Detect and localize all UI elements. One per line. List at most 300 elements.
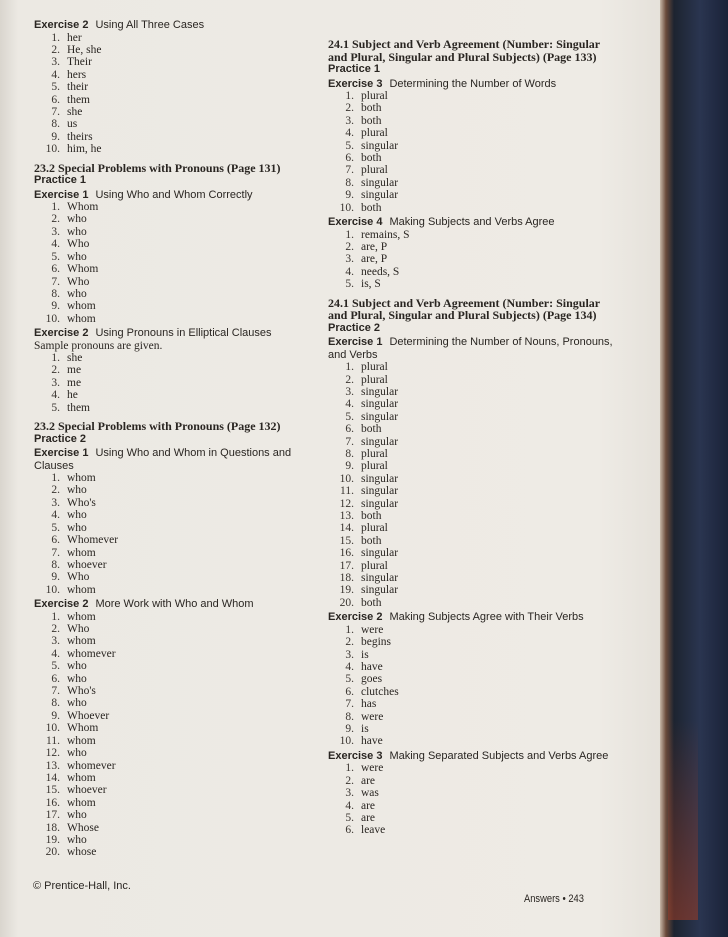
exercise-title: More Work with Who and Whom bbox=[95, 598, 254, 611]
answer-text: who bbox=[67, 509, 87, 522]
exercise-title: Using All Three Cases bbox=[95, 19, 205, 31]
answer-text: is bbox=[361, 648, 369, 661]
practice-label: Practice 2 bbox=[328, 321, 380, 334]
answer-item bbox=[328, 686, 616, 698]
answer-number: 12. bbox=[45, 747, 60, 760]
answer-number: 6. bbox=[51, 263, 60, 276]
answer-number: 1. bbox=[51, 31, 60, 44]
answer-number: 16. bbox=[339, 547, 354, 560]
answer-item bbox=[328, 547, 616, 559]
answer-number: 5. bbox=[51, 250, 60, 263]
answer-item bbox=[34, 584, 312, 596]
answer-text: singular bbox=[361, 485, 399, 498]
answer-number: 5. bbox=[51, 81, 60, 94]
answer-text: whomever bbox=[67, 647, 116, 660]
answer-number: 6. bbox=[345, 423, 354, 436]
answer-text: he bbox=[67, 389, 78, 402]
answer-item bbox=[34, 685, 312, 697]
answer-item bbox=[328, 812, 616, 824]
answer-text: hers bbox=[67, 68, 87, 81]
answer-text: singular bbox=[361, 189, 399, 202]
answer-number: 4. bbox=[345, 660, 354, 673]
answer-number: 14. bbox=[339, 522, 354, 535]
answer-item bbox=[34, 673, 312, 685]
answer-text: whom bbox=[67, 635, 96, 648]
answer-number: 4. bbox=[345, 265, 354, 278]
answer-number: 1. bbox=[345, 228, 354, 241]
answer-item bbox=[328, 723, 616, 735]
answer-number: 4. bbox=[51, 647, 60, 660]
answer-number: 3. bbox=[345, 385, 354, 398]
answer-number: 4. bbox=[345, 799, 354, 812]
answer-item bbox=[328, 498, 616, 510]
answer-number: 1. bbox=[51, 472, 60, 485]
answer-number: 4. bbox=[345, 398, 354, 411]
answer-number: 15. bbox=[45, 784, 60, 797]
exercise-heading bbox=[34, 327, 312, 340]
answer-text: whom bbox=[67, 771, 96, 784]
answer-number: 10. bbox=[45, 312, 60, 325]
answer-text: goes bbox=[361, 673, 383, 686]
answer-text: plural bbox=[361, 164, 388, 177]
exercise-title: Determining the Number of Nouns, Pronouns, and Verbs bbox=[328, 336, 613, 361]
answer-text: leave bbox=[361, 824, 386, 837]
answer-item bbox=[328, 624, 616, 636]
answer-text: who bbox=[67, 521, 87, 534]
answer-text: who bbox=[67, 660, 87, 673]
answer-text: was bbox=[361, 787, 379, 800]
exercise-number: Exercise 2 bbox=[34, 327, 89, 340]
answer-item bbox=[34, 697, 312, 709]
answer-text: who bbox=[67, 697, 87, 710]
answer-text: are bbox=[361, 774, 376, 787]
answer-item bbox=[34, 846, 312, 858]
answer-text: were bbox=[361, 710, 384, 723]
exercise-title: Using Who and Whom in Questions and Clauses bbox=[34, 447, 292, 472]
answer-item bbox=[34, 143, 312, 155]
answer-item bbox=[328, 673, 616, 685]
exercise-heading bbox=[34, 447, 312, 472]
answer-item bbox=[328, 649, 616, 661]
answer-item bbox=[328, 762, 616, 774]
answer-number: 9. bbox=[345, 722, 354, 735]
exercise-number: Exercise 4 bbox=[328, 216, 383, 229]
answer-text: Whom bbox=[67, 263, 99, 276]
answer-item bbox=[328, 241, 616, 253]
answer-number: 20. bbox=[339, 596, 354, 609]
answer-text: who bbox=[67, 225, 87, 238]
right-column bbox=[328, 32, 616, 837]
answer-item bbox=[34, 56, 312, 68]
answer-number: 9. bbox=[51, 130, 60, 143]
exercise-title: Making Subjects Agree with Their Verbs bbox=[389, 611, 584, 624]
answer-text: Whom bbox=[67, 722, 99, 735]
answer-item bbox=[34, 797, 312, 809]
answer-number: 4. bbox=[51, 238, 60, 251]
answer-text: plural bbox=[361, 522, 388, 535]
page-number: Answers • 243 bbox=[524, 893, 584, 905]
answer-text: plural bbox=[361, 373, 388, 386]
answer-text: singular bbox=[361, 398, 399, 411]
answer-number: 9. bbox=[51, 709, 60, 722]
section-heading: 24.1 Subject and Verb Agreement (Number: Singular and Plural, Singular and Plural Subjects) (Page 133) bbox=[328, 37, 600, 64]
answer-number: 13. bbox=[45, 759, 60, 772]
answer-text: singular bbox=[361, 497, 399, 510]
answer-text: plural bbox=[361, 559, 388, 572]
answer-item bbox=[328, 386, 616, 398]
answer-text: who bbox=[67, 833, 87, 846]
answer-number: 3. bbox=[51, 56, 60, 69]
exercise-number: Exercise 1 bbox=[34, 447, 89, 460]
answer-text: Who bbox=[67, 275, 90, 288]
answer-number: 6. bbox=[345, 685, 354, 698]
exercise-number: Exercise 3 bbox=[328, 749, 383, 762]
answer-text: who bbox=[67, 484, 87, 497]
answer-text: whom bbox=[67, 583, 96, 596]
answer-text: whom bbox=[67, 312, 96, 325]
answer-number: 3. bbox=[51, 496, 60, 509]
answer-text: Whoever bbox=[67, 709, 110, 722]
answer-number: 18. bbox=[339, 572, 354, 584]
answer-number: 12. bbox=[339, 497, 354, 510]
exercise-heading bbox=[34, 598, 312, 611]
answer-text: both bbox=[361, 534, 382, 547]
answer-text: both bbox=[361, 152, 382, 165]
answer-number: 9. bbox=[51, 300, 60, 313]
answer-text: were bbox=[361, 623, 384, 636]
answer-number: 10. bbox=[45, 583, 60, 596]
answer-number: 2. bbox=[345, 240, 354, 253]
answer-text: who bbox=[67, 287, 87, 300]
answer-item bbox=[328, 266, 616, 278]
exercise-number: Exercise 2 bbox=[34, 19, 89, 31]
answer-text: both bbox=[361, 114, 382, 127]
answer-text: who bbox=[67, 213, 87, 226]
answer-item bbox=[328, 140, 616, 152]
answer-text: whom bbox=[67, 610, 96, 623]
exercise-title: Making Subjects and Verbs Agree bbox=[389, 216, 555, 229]
answer-text: both bbox=[361, 596, 382, 609]
answer-number: 8. bbox=[51, 697, 60, 710]
answer-number: 3. bbox=[51, 376, 60, 389]
answer-text: were bbox=[361, 762, 384, 775]
answer-text: singular bbox=[361, 572, 399, 584]
answer-number: 6. bbox=[345, 824, 354, 837]
answer-text: Whom bbox=[67, 201, 99, 214]
answer-item bbox=[328, 485, 616, 497]
answer-text: me bbox=[67, 376, 82, 389]
answer-item bbox=[328, 90, 616, 102]
exercise-heading bbox=[328, 336, 616, 361]
section-heading: 23.2 Special Problems with Pronouns (Page 132) bbox=[34, 419, 281, 434]
answer-number: 2. bbox=[345, 102, 354, 115]
answer-text: theirs bbox=[67, 130, 93, 143]
answer-number: 10. bbox=[45, 722, 60, 735]
answer-item bbox=[34, 201, 312, 213]
exercise-number: Exercise 2 bbox=[34, 598, 89, 611]
answer-number: 2. bbox=[345, 636, 354, 649]
answer-text: Whose bbox=[67, 821, 99, 834]
answer-text: plural bbox=[361, 447, 388, 460]
answer-item bbox=[34, 660, 312, 672]
answer-number: 10. bbox=[339, 472, 354, 485]
answer-text: she bbox=[67, 352, 83, 365]
answer-text: who bbox=[67, 672, 87, 685]
answer-text: singular bbox=[361, 410, 399, 423]
answer-text: them bbox=[67, 401, 90, 414]
exercise-number: Exercise 1 bbox=[34, 188, 89, 201]
answer-item bbox=[328, 522, 616, 534]
answer-item bbox=[34, 300, 312, 312]
answer-text: Who bbox=[67, 571, 90, 584]
answer-number: 2. bbox=[51, 43, 60, 56]
answer-item bbox=[328, 152, 616, 164]
answer-item bbox=[34, 809, 312, 821]
answer-text: who bbox=[67, 747, 87, 760]
answer-number: 3. bbox=[345, 648, 354, 661]
answer-number: 2. bbox=[51, 484, 60, 497]
answer-item bbox=[34, 722, 312, 734]
answer-text: Whomever bbox=[67, 534, 119, 547]
answer-number: 7. bbox=[51, 685, 60, 698]
section-heading: 24.1 Subject and Verb Agreement (Number: Singular and Plural, Singular and Plural Subjects) (Page 134) bbox=[328, 295, 600, 323]
answer-item bbox=[34, 118, 312, 130]
answer-item bbox=[34, 288, 312, 300]
answer-item bbox=[34, 226, 312, 238]
answer-item bbox=[328, 711, 616, 723]
answer-number: 7. bbox=[345, 435, 354, 448]
answer-text: whomever bbox=[67, 759, 116, 772]
answer-number: 2. bbox=[51, 623, 60, 636]
answer-text: whom bbox=[67, 734, 96, 747]
answer-text: singular bbox=[361, 435, 399, 448]
exercise-note: Sample pronouns are given. bbox=[34, 339, 163, 352]
answer-number: 17. bbox=[339, 559, 354, 572]
answer-item bbox=[34, 611, 312, 623]
exercise-title: Using Who and Whom Correctly bbox=[95, 188, 253, 201]
answer-text: He, she bbox=[67, 43, 102, 56]
answer-item bbox=[34, 352, 312, 364]
answer-item bbox=[34, 213, 312, 225]
answer-item bbox=[328, 735, 616, 747]
answer-text: Who bbox=[67, 238, 90, 251]
answer-number: 1. bbox=[345, 762, 354, 775]
answer-item bbox=[328, 436, 616, 448]
answer-number: 3. bbox=[345, 114, 354, 127]
answer-item bbox=[34, 472, 312, 484]
answer-number: 13. bbox=[339, 509, 354, 522]
answer-text: singular bbox=[361, 547, 399, 560]
answer-text: is, S bbox=[361, 278, 381, 291]
answer-number: 6. bbox=[51, 534, 60, 547]
answer-item bbox=[34, 735, 312, 747]
answer-number: 19. bbox=[339, 584, 354, 597]
answer-item bbox=[34, 238, 312, 250]
answer-text: whom bbox=[67, 546, 96, 559]
answer-number: 7. bbox=[51, 275, 60, 288]
answer-item bbox=[328, 127, 616, 139]
answer-item bbox=[34, 822, 312, 834]
answer-item bbox=[328, 473, 616, 485]
answer-number: 15. bbox=[339, 534, 354, 547]
answer-number: 5. bbox=[345, 278, 354, 291]
answer-item bbox=[34, 276, 312, 288]
answer-number: 14. bbox=[45, 771, 60, 784]
exercise-title: Using Pronouns in Elliptical Clauses bbox=[95, 327, 272, 340]
section-heading: 23.2 Special Problems with Pronouns (Page 131) bbox=[34, 160, 281, 175]
answer-item bbox=[328, 374, 616, 386]
answer-item bbox=[328, 775, 616, 787]
answer-number: 9. bbox=[51, 571, 60, 584]
answer-item bbox=[328, 560, 616, 572]
exercise-number: Exercise 2 bbox=[328, 611, 383, 624]
answer-text: plural bbox=[361, 460, 388, 473]
answer-number: 5. bbox=[51, 660, 60, 673]
answer-number: 5. bbox=[51, 401, 60, 414]
answer-item bbox=[328, 787, 616, 799]
answer-text: plural bbox=[361, 90, 388, 102]
answer-item bbox=[34, 251, 312, 263]
answer-number: 11. bbox=[340, 485, 354, 498]
answer-item bbox=[328, 535, 616, 547]
answer-item bbox=[34, 648, 312, 660]
answer-item bbox=[328, 164, 616, 176]
exercise-title: Making Separated Subjects and Verbs Agree bbox=[389, 749, 609, 762]
answer-number: 9. bbox=[345, 189, 354, 202]
answer-text: them bbox=[67, 93, 90, 106]
answer-item bbox=[34, 497, 312, 509]
answer-number: 1. bbox=[345, 90, 354, 102]
answer-text: me bbox=[67, 364, 82, 377]
answer-number: 16. bbox=[45, 796, 60, 809]
answer-text: are bbox=[361, 811, 376, 824]
answer-number: 2. bbox=[345, 373, 354, 386]
answer-number: 5. bbox=[345, 139, 354, 152]
exercise-number: Exercise 3 bbox=[328, 77, 383, 90]
answer-item bbox=[34, 377, 312, 389]
answer-number: 6. bbox=[345, 152, 354, 165]
answer-item bbox=[328, 510, 616, 522]
answer-item bbox=[328, 584, 616, 596]
answer-number: 6. bbox=[51, 93, 60, 106]
answer-number: 6. bbox=[51, 672, 60, 685]
answer-text: singular bbox=[361, 139, 399, 152]
book-binding bbox=[660, 0, 728, 937]
answer-text: she bbox=[67, 105, 83, 118]
answer-item bbox=[34, 32, 312, 44]
answer-item bbox=[328, 102, 616, 114]
answer-item bbox=[34, 509, 312, 521]
answer-item bbox=[328, 572, 616, 584]
answer-item bbox=[328, 661, 616, 673]
answer-text: singular bbox=[361, 472, 399, 485]
answer-text: their bbox=[67, 81, 89, 94]
answer-text: plural bbox=[361, 361, 388, 374]
answer-item bbox=[328, 800, 616, 812]
answer-item bbox=[328, 636, 616, 648]
answer-text: whoever bbox=[67, 558, 107, 571]
answer-item bbox=[328, 448, 616, 460]
answer-item bbox=[34, 784, 312, 796]
answer-text: both bbox=[361, 509, 382, 522]
answer-item bbox=[34, 402, 312, 414]
answer-text: Who's bbox=[67, 496, 96, 509]
answer-number: 4. bbox=[345, 127, 354, 140]
answer-item bbox=[34, 69, 312, 81]
answer-number: 1. bbox=[51, 201, 60, 214]
answer-number: 4. bbox=[51, 389, 60, 402]
answer-item bbox=[34, 44, 312, 56]
answer-item bbox=[34, 623, 312, 635]
answer-item bbox=[34, 834, 312, 846]
answer-item bbox=[34, 484, 312, 496]
answer-item bbox=[34, 364, 312, 376]
answer-item bbox=[34, 635, 312, 647]
answer-number: 3. bbox=[345, 787, 354, 800]
answer-item bbox=[328, 229, 616, 241]
answer-item bbox=[328, 698, 616, 710]
answer-item bbox=[34, 389, 312, 401]
answer-number: 4. bbox=[51, 68, 60, 81]
answer-number: 4. bbox=[51, 509, 60, 522]
answer-text: are, P bbox=[361, 253, 388, 266]
answer-text: is bbox=[361, 722, 369, 735]
answer-number: 17. bbox=[45, 809, 60, 822]
exercise-heading bbox=[328, 216, 616, 229]
answer-text: whoever bbox=[67, 784, 107, 797]
exercise-heading bbox=[34, 189, 312, 202]
answer-text: singular bbox=[361, 584, 399, 597]
exercise-heading bbox=[328, 611, 616, 624]
answer-item bbox=[34, 522, 312, 534]
answer-text: him, he bbox=[67, 143, 102, 156]
answer-number: 8. bbox=[51, 558, 60, 571]
practice-label: Practice 1 bbox=[328, 63, 380, 75]
answer-text: clutches bbox=[361, 685, 399, 698]
answer-text: both bbox=[361, 423, 382, 436]
answer-number: 1. bbox=[345, 361, 354, 374]
answer-number: 3. bbox=[51, 635, 60, 648]
answer-number: 1. bbox=[345, 623, 354, 636]
answer-text: singular bbox=[361, 176, 399, 189]
answer-item bbox=[34, 94, 312, 106]
answer-text: who bbox=[67, 809, 87, 822]
answer-number: 5. bbox=[345, 811, 354, 824]
answer-number: 9. bbox=[345, 460, 354, 473]
answer-item bbox=[328, 460, 616, 472]
answer-item bbox=[328, 115, 616, 127]
answer-item bbox=[34, 760, 312, 772]
answer-number: 20. bbox=[45, 846, 60, 859]
answer-number: 10. bbox=[339, 735, 354, 748]
exercise-title: Determining the Number of Words bbox=[389, 77, 557, 90]
answer-text: Who's bbox=[67, 685, 96, 698]
answer-item bbox=[328, 597, 616, 609]
exercise-heading bbox=[328, 78, 616, 91]
answer-item bbox=[34, 772, 312, 784]
answer-item bbox=[328, 177, 616, 189]
answer-number: 3. bbox=[51, 225, 60, 238]
answer-number: 1. bbox=[51, 352, 60, 365]
answer-text: are, P bbox=[361, 240, 388, 253]
answer-text: both bbox=[361, 201, 382, 214]
answer-item bbox=[34, 747, 312, 759]
answer-item bbox=[328, 361, 616, 373]
answer-text: whom bbox=[67, 472, 96, 485]
practice-label: Practice 2 bbox=[34, 432, 86, 445]
exercise-heading bbox=[34, 19, 312, 32]
answer-number: 3. bbox=[345, 253, 354, 266]
